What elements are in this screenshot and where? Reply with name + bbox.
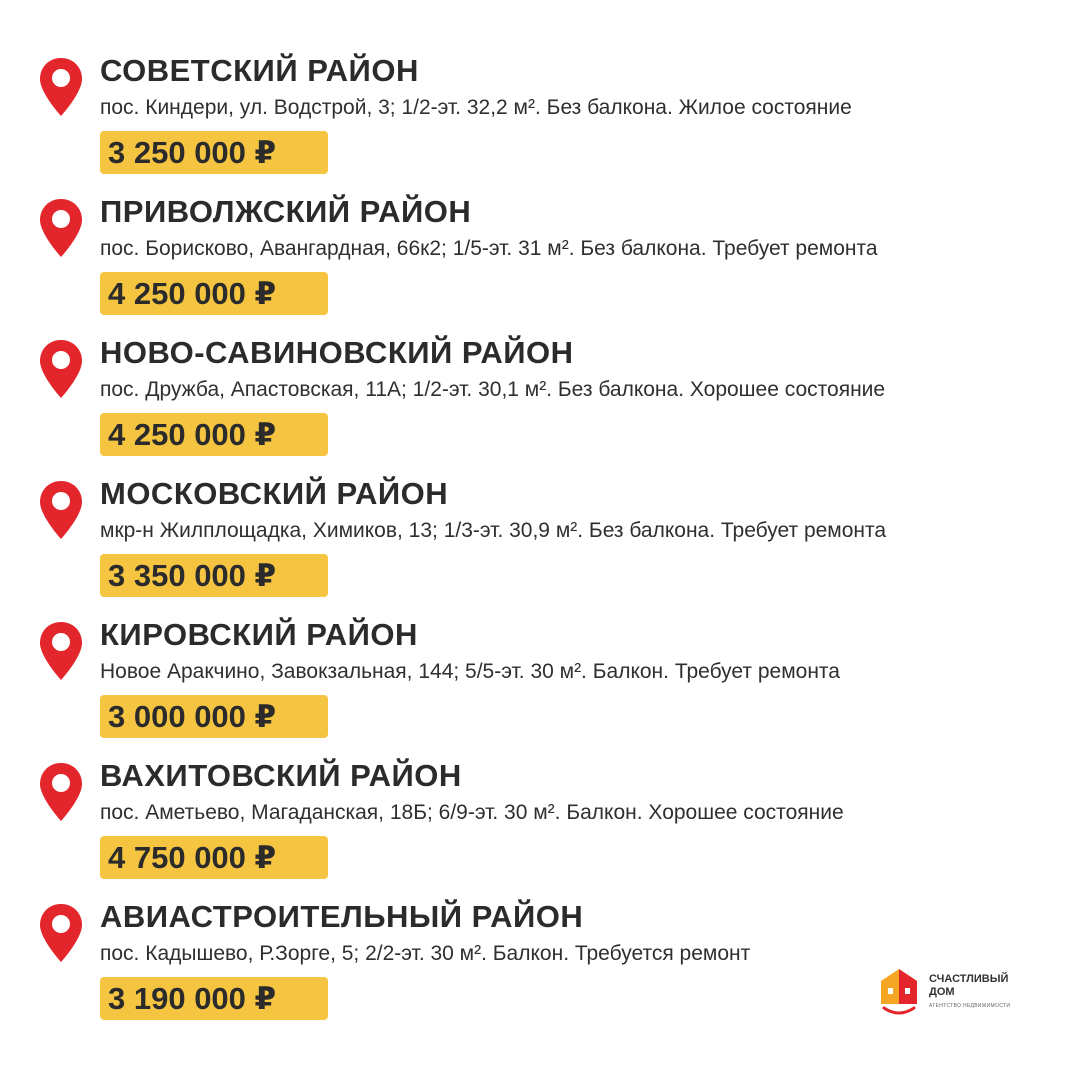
- listing-2: [0, 189, 1080, 330]
- house-smile-logo: [878, 966, 920, 1016]
- price-badge: 3 190 000 ₽: [100, 977, 328, 1020]
- price-badge: 4 250 000 ₽: [100, 413, 328, 456]
- listing-details: пос. Дружба, Апастовская, 11А; 1/2-эт. 30,1 м². Без балкона. Хорошее состояние: [100, 378, 886, 401]
- listing-6: [0, 753, 1080, 894]
- price-badge: 3 000 000 ₽: [100, 695, 328, 738]
- listing-4: [0, 471, 1080, 612]
- listing-details: пос. Кадышево, Р.Зорге, 5; 2/2-эт. 30 м². Балкон. Требуется ремонт: [100, 942, 751, 965]
- price-badge: 3 250 000 ₽: [100, 131, 328, 174]
- district-title: МОСКОВСКИЙ РАЙОН: [100, 476, 449, 511]
- map-pin-icon: [38, 902, 84, 964]
- logo-name: СЧАСТЛИВЫЙ ДОМ: [929, 973, 1009, 998]
- listing-5: [0, 612, 1080, 753]
- map-pin-icon: [38, 479, 84, 541]
- district-title: ВАХИТОВСКИЙ РАЙОН: [100, 758, 462, 793]
- logo-tagline: АГЕНТСТВО НЕДВИЖИМОСТИ: [929, 1003, 1011, 1009]
- listing-details: пос. Киндери, ул. Водстрой, 3; 1/2-эт. 32,2 м². Без балкона. Жилое состояние: [100, 96, 852, 119]
- listing-3: [0, 330, 1080, 471]
- map-pin-icon: [38, 620, 84, 682]
- listing-details: Новое Аракчино, Завокзальная, 144; 5/5-эт. 30 м². Балкон. Требует ремонта: [100, 660, 840, 683]
- price-badge: 4 750 000 ₽: [100, 836, 328, 879]
- listing-details: мкр-н Жилплощадка, Химиков, 13; 1/3-эт. 30,9 м². Без балкона. Требует ремонта: [100, 519, 887, 542]
- price-badge: 3 350 000 ₽: [100, 554, 328, 597]
- company-logo: [878, 966, 1028, 1016]
- price-badge: 4 250 000 ₽: [100, 272, 328, 315]
- district-title: СОВЕТСКИЙ РАЙОН: [100, 53, 419, 88]
- listing-details: пос. Борисково, Авангардная, 66к2; 1/5-эт. 31 м². Без балкона. Требует ремонта: [100, 237, 878, 260]
- map-pin-icon: [38, 761, 84, 823]
- listing-1: [0, 48, 1080, 189]
- map-pin-icon: [38, 197, 84, 259]
- district-title: КИРОВСКИЙ РАЙОН: [100, 617, 418, 652]
- district-title: АВИАСТРОИТЕЛЬНЫЙ РАЙОН: [100, 899, 584, 934]
- listing-details: пос. Аметьево, Магаданская, 18Б; 6/9-эт. 30 м². Балкон. Хорошее состояние: [100, 801, 844, 824]
- map-pin-icon: [38, 338, 84, 400]
- map-pin-icon: [38, 56, 84, 118]
- district-title: ПРИВОЛЖСКИЙ РАЙОН: [100, 194, 472, 229]
- district-title: НОВО-САВИНОВСКИЙ РАЙОН: [100, 335, 574, 370]
